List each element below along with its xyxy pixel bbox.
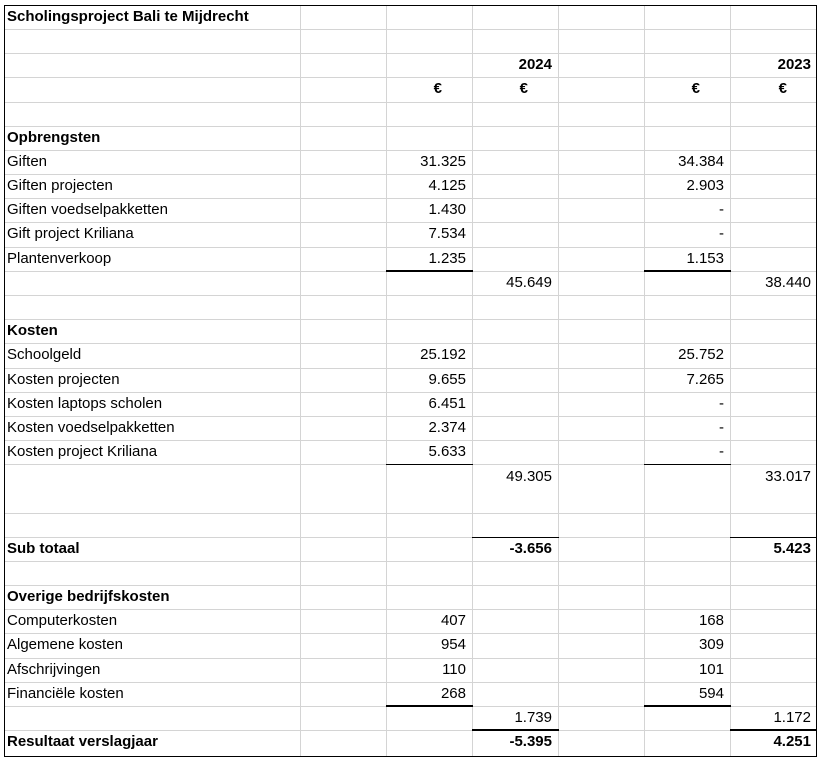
revenue-row-current: 1.430 xyxy=(428,201,466,218)
costs-total-previous: 33.017 xyxy=(765,468,811,485)
costs-total-current: 49.305 xyxy=(506,468,552,485)
revenue-row-previous: - xyxy=(719,201,724,218)
costs-row-previous: 7.265 xyxy=(686,371,724,388)
subtotal-rule xyxy=(386,270,473,272)
result-current: -5.395 xyxy=(509,733,552,750)
subtotal-rule xyxy=(644,705,731,707)
other-costs-row-label: Computerkosten xyxy=(7,612,118,629)
result-label: Resultaat verslagjaar xyxy=(7,733,158,750)
currency-header-previous-detail: € xyxy=(691,80,700,97)
other-costs-row-label: Financiële kosten xyxy=(7,685,124,702)
other-costs-row-current: 110 xyxy=(442,661,466,678)
currency-header-current-total: € xyxy=(519,80,528,97)
year-current-header: 2024 xyxy=(518,56,552,73)
other-costs-total-previous: 1.172 xyxy=(773,709,811,726)
subtotal-rule xyxy=(386,705,473,707)
other-costs-row-current: 954 xyxy=(440,636,466,653)
currency-header-current-detail: € xyxy=(433,80,442,97)
revenue-row-label: Gift project Kriliana xyxy=(7,225,134,242)
other-costs-heading: Overige bedrijfskosten xyxy=(7,588,170,605)
other-costs-total-current: 1.739 xyxy=(514,709,552,726)
revenue-row-previous: - xyxy=(719,225,724,242)
subtotal-rule xyxy=(386,464,473,465)
costs-row-previous: - xyxy=(719,395,724,412)
revenue-row-label: Plantenverkoop xyxy=(7,250,112,267)
revenue-row-previous: 2.903 xyxy=(686,177,724,194)
costs-row-label: Kosten project Kriliana xyxy=(7,443,158,460)
subtotal-current: -3.656 xyxy=(509,540,552,557)
other-costs-row-current: 407 xyxy=(440,612,466,629)
costs-row-current: 25.192 xyxy=(420,346,466,363)
other-costs-row-previous: 309 xyxy=(698,636,724,653)
other-costs-row-current: 268 xyxy=(440,685,466,702)
costs-row-previous: - xyxy=(719,443,724,460)
revenue-row-current: 4.125 xyxy=(428,177,466,194)
revenue-total-current: 45.649 xyxy=(506,274,552,291)
revenue-total-previous: 38.440 xyxy=(765,274,811,291)
revenue-row-previous: 1.153 xyxy=(686,250,724,267)
costs-row-label: Schoolgeld xyxy=(7,346,82,363)
revenue-row-current: 7.534 xyxy=(428,225,466,242)
revenue-heading: Opbrengsten xyxy=(7,129,101,146)
other-costs-row-label: Afschrijvingen xyxy=(7,661,101,678)
currency-header-previous-total: € xyxy=(778,80,787,97)
other-costs-row-previous: 101 xyxy=(698,661,724,678)
revenue-row-label: Giften voedselpakketten xyxy=(7,201,168,218)
subtotal-label: Sub totaal xyxy=(7,540,80,557)
costs-row-label: Kosten voedselpakketten xyxy=(7,419,175,436)
costs-row-current: 6.451 xyxy=(428,395,466,412)
other-costs-row-previous: 594 xyxy=(698,685,724,702)
year-previous-header: 2023 xyxy=(777,56,811,73)
revenue-row-label: Giften xyxy=(7,153,48,170)
other-costs-row-previous: 168 xyxy=(698,612,724,629)
costs-row-current: 2.374 xyxy=(428,419,466,436)
revenue-row-current: 1.235 xyxy=(428,250,466,267)
costs-row-current: 5.633 xyxy=(428,443,466,460)
other-costs-row-label: Algemene kosten xyxy=(7,636,123,653)
costs-row-current: 9.655 xyxy=(428,371,466,388)
sheet-title: Scholingsproject Bali te Mijdrecht xyxy=(7,8,249,25)
subtotal-rule xyxy=(644,464,731,465)
revenue-row-label: Giften projecten xyxy=(7,177,113,194)
result-previous: 4.251 xyxy=(773,733,811,750)
costs-row-label: Kosten projecten xyxy=(7,371,120,388)
spreadsheet xyxy=(4,5,817,757)
costs-row-previous: 25.752 xyxy=(678,346,724,363)
costs-heading: Kosten xyxy=(7,322,58,339)
revenue-row-current: 31.325 xyxy=(420,153,466,170)
costs-row-previous: - xyxy=(719,419,724,436)
costs-row-label: Kosten laptops scholen xyxy=(7,395,163,412)
subtotal-previous: 5.423 xyxy=(773,540,811,557)
subtotal-rule xyxy=(644,270,731,272)
revenue-row-previous: 34.384 xyxy=(678,153,724,170)
